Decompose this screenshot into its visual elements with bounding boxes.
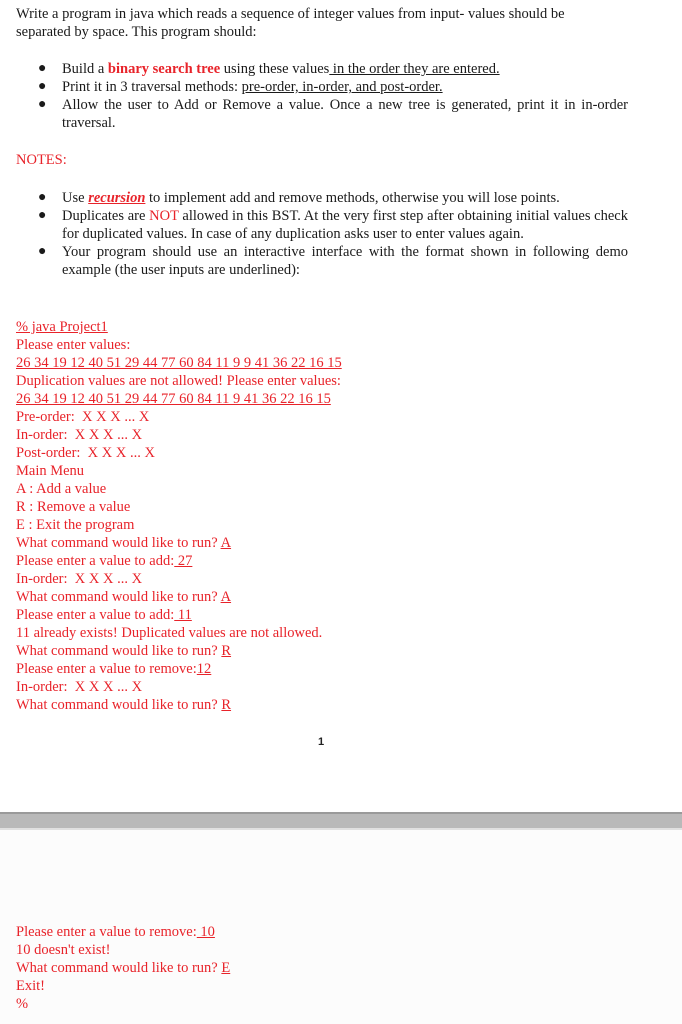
console-line: Please enter a value to remove: 10 <box>16 924 215 940</box>
console-line: In-order: X X X ... X <box>16 427 143 443</box>
page-number: 1 <box>318 736 325 748</box>
console-line: 26 34 19 12 40 51 29 44 77 60 84 11 9 9 41 36 22 16 15 <box>16 355 342 371</box>
console-line: Exit! <box>16 978 45 994</box>
intro-paragraph <box>16 5 636 41</box>
page-separator <box>0 812 682 830</box>
console-line: What command would like to run? R <box>16 643 232 659</box>
bullet-icon: ● <box>38 244 47 259</box>
console-line: Please enter values: <box>16 337 131 353</box>
requirement-item: ● Print it in 3 traversal methods: pre-order, in-order, and post-order. <box>38 79 443 95</box>
not-term: NOT <box>149 208 179 224</box>
console-line: 10 doesn't exist! <box>16 942 111 958</box>
intro-line-1: Write a program in java which reads a sequence of integer values from input- values should be <box>16 6 565 22</box>
bullet-icon: ● <box>38 190 47 205</box>
console-line: In-order: X X X ... X <box>16 571 143 587</box>
console-line: Please enter a value to add: 27 <box>16 553 193 569</box>
console-line: What command would like to run? R <box>16 697 232 713</box>
console-line: Main Menu <box>16 463 85 479</box>
demo-console-continued <box>16 923 230 1013</box>
requirement-item: ● Allow the user to Add or Remove a value. Once a new tree is generated, print it in in-order traversal. <box>38 97 628 131</box>
requirement-item: ● Build a binary search tree using these values in the order they are entered. <box>38 61 500 77</box>
console-line: 11 already exists! Duplicated values are not allowed. <box>16 625 323 641</box>
requirements-list <box>0 60 682 132</box>
console-line: Please enter a value to remove:12 <box>16 661 212 677</box>
console-line: % <box>16 996 29 1012</box>
note-item: ● Your program should use an interactive interface with the format shown in following demo example (the user inputs are underlined): <box>38 244 628 278</box>
bullet-icon: ● <box>38 97 47 112</box>
demo-console <box>16 318 342 714</box>
document-page-2 <box>0 830 682 1024</box>
console-line: What command would like to run? E <box>16 960 231 976</box>
console-line: What command would like to run? A <box>16 589 232 605</box>
console-line: Pre-order: X X X ... X <box>16 409 150 425</box>
console-line: Post-order: X X X ... X <box>16 445 155 461</box>
note-item: ● Duplicates are NOT allowed in this BST. At the very first step after obtaining initial values check for duplicated values. In case of any duplication asks user to enter values again. <box>38 208 628 242</box>
console-line: 26 34 19 12 40 51 29 44 77 60 84 11 9 41 36 22 16 15 <box>16 391 331 407</box>
console-line: Please enter a value to add: 11 <box>16 607 192 623</box>
bullet-icon: ● <box>38 79 47 94</box>
console-line: % java Project1 <box>16 319 108 335</box>
intro-line-2: separated by space. This program should: <box>16 24 257 40</box>
notes-list <box>0 189 682 279</box>
console-line: R : Remove a value <box>16 499 131 515</box>
recursion-term: recursion <box>88 190 146 206</box>
console-line: E : Exit the program <box>16 517 135 533</box>
bullet-icon: ● <box>38 208 47 223</box>
console-line: Duplication values are not allowed! Please enter values: <box>16 373 341 389</box>
console-line: What command would like to run? A <box>16 535 232 551</box>
console-line: In-order: X X X ... X <box>16 679 143 695</box>
note-item: ● Use recursion to implement add and remove methods, otherwise you will lose points. <box>38 190 560 206</box>
bullet-icon: ● <box>38 61 47 76</box>
bst-term: binary search tree <box>107 61 221 77</box>
console-line: A : Add a value <box>16 481 107 497</box>
notes-heading: NOTES: <box>16 152 67 168</box>
